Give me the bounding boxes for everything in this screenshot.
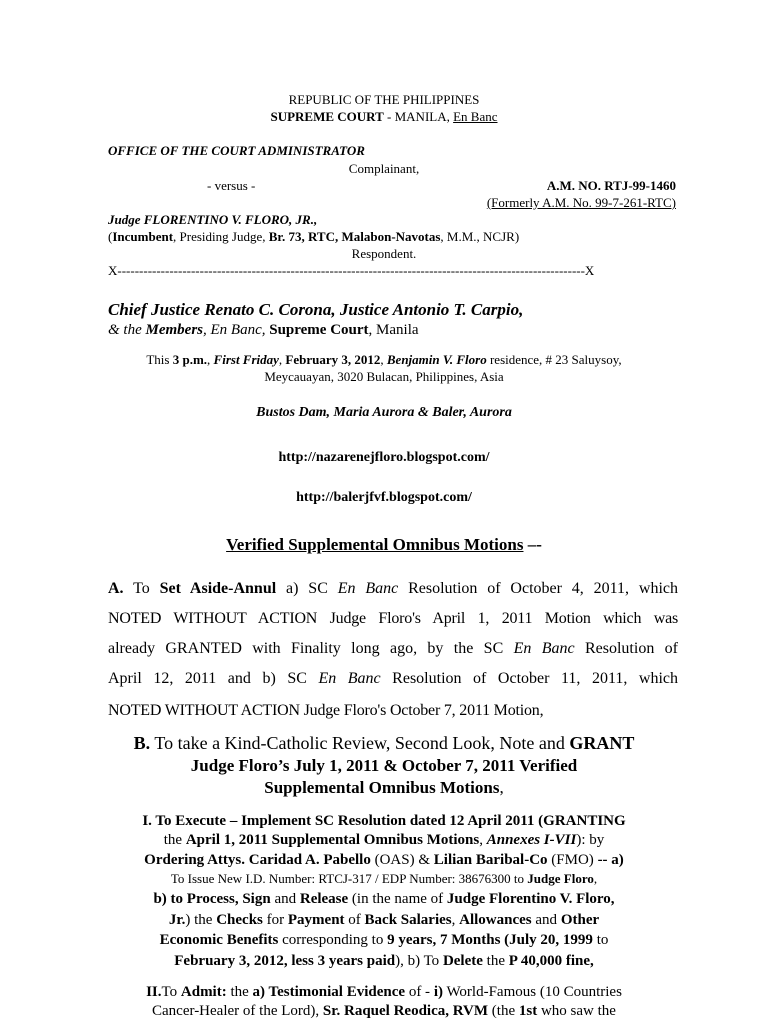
document-title: [0, 535, 768, 555]
dl-date: February 3, 2012: [285, 352, 381, 367]
sa-enbanc-1: En Banc: [337, 580, 399, 597]
si-l6-other: Other: [560, 912, 600, 928]
si-l2-annexes: Annexes I-VII: [486, 832, 577, 848]
si-l4-judge: Judge Floro: [527, 871, 594, 886]
sa-to: To: [123, 580, 160, 597]
dateline-2: Meycauayan, 3020 Bulacan, Philippines, Asia: [264, 369, 504, 384]
section-i-line-5: [0, 891, 768, 908]
section-i-line-8: [0, 953, 768, 970]
case-number: A.M. NO. RTJ-99-1460: [546, 178, 676, 193]
si-l7-corr: corresponding to: [278, 932, 388, 948]
addr-amp: & the: [108, 322, 146, 338]
dl-name: Benjamin V. Floro: [386, 352, 487, 367]
header-court-line: [0, 110, 768, 125]
sb-l1-text: To take a Kind-Catholic Review, Second Look, Note and: [150, 733, 570, 753]
section-i-line-7: [0, 932, 768, 949]
si-l7-years: 9 years, 7 Months (July 20, 1999: [387, 932, 593, 948]
sii-l1-rest: World-Famous (10 Countries: [442, 984, 622, 1000]
sa-sc: a) SC: [276, 580, 338, 597]
dl-c2: ,: [278, 352, 286, 367]
si-l2-the: the: [163, 832, 186, 848]
resp-p2: , Presiding Judge,: [173, 229, 269, 244]
si-l3-ord: Ordering Attys. Caridad A. Pabello: [144, 852, 371, 868]
sb-label: B.: [133, 733, 151, 753]
si-l8-the: the: [482, 953, 509, 969]
sii-l1-of: of -: [405, 984, 434, 1000]
resp-p3: , M.M., NCJR): [440, 229, 520, 244]
si-l2-april: April 1, 2011 Supplemental Omnibus Motions: [185, 832, 480, 848]
respondent-label: Respondent.: [351, 246, 417, 261]
blog-link-2-row: [0, 490, 768, 506]
location-line: Bustos Dam, Maria Aurora & Baler, Aurora: [256, 405, 512, 420]
case-formerly: (Formerly A.M. No. 99-7-261-RTC): [486, 195, 676, 210]
complainant-name: OFFICE OF THE COURT ADMINISTRATOR: [108, 143, 365, 158]
sii-l2-sr: Sr. Raquel Reodica, RVM: [322, 1003, 489, 1019]
respondent-details: [108, 230, 519, 245]
sii-l2-cancer: Cancer-Healer of the Lord),: [152, 1003, 323, 1019]
sb-l3: Supplemental Omnibus Motions: [264, 778, 500, 797]
section-ii-line-1: [0, 984, 768, 1001]
addr-members: Members: [145, 322, 203, 338]
sii-l1-a: a) Testimonial Evidence: [252, 984, 406, 1000]
sii-l1-i: i): [433, 984, 443, 1000]
sii-l1-admit: Admit:: [180, 984, 227, 1000]
addr-manila: , Manila: [368, 322, 419, 338]
section-i-line-3: [0, 852, 768, 869]
si-l6-payment: Payment: [287, 912, 345, 928]
address-line-1: Chief Justice Renato C. Corona, Justice Antonio T. Carpio,: [108, 300, 524, 319]
section-ii-line-2: [0, 1003, 768, 1020]
sa-l3-a: already GRANTED with Finality long ago, by the SC: [108, 640, 514, 657]
header-republic: REPUBLIC OF THE PHILIPPINES: [288, 92, 480, 107]
si-l5-process: Process, Sign: [186, 891, 271, 907]
sa-enbanc-2: En Banc: [513, 640, 575, 657]
title-dash: –-: [523, 535, 542, 554]
section-a-line-1: [108, 580, 678, 598]
si-l4-comma: ,: [593, 871, 598, 886]
sa-l4-a: April 12, 2011 and b) SC: [108, 670, 319, 687]
sii-l2-first: 1st: [518, 1003, 538, 1019]
si-l6-and: and: [531, 912, 561, 928]
sa-enbanc-3: En Banc: [318, 670, 381, 687]
dateline-1: [0, 353, 768, 368]
resp-incumbent: Incumbent: [112, 229, 174, 244]
si-l6-allow: Allowances: [459, 912, 532, 928]
section-i-line-1: I. To Execute – Implement SC Resolution dated 12 April 2011 (GRANTING: [142, 813, 626, 829]
dl-time: 3 p.m.: [172, 352, 208, 367]
header-court-sep: - MANILA,: [383, 109, 454, 124]
si-l4-b: Number: RTCJ-317 / EDP Number: 38676300 to: [265, 871, 528, 886]
respondent-name: Judge FLORENTINO V. FLORO, JR.,: [108, 212, 318, 227]
address-line-2: [108, 322, 419, 339]
si-l6-back: Back Salaries: [364, 912, 452, 928]
section-i-line-6: [0, 912, 768, 929]
sii-l2-the: (the: [488, 1003, 519, 1019]
si-l3-oas: (OAS) &: [370, 852, 434, 868]
si-l6-checks: Checks: [216, 912, 263, 928]
section-a-line-4: [108, 670, 678, 688]
sa-l4-b: Resolution of October 11, 2011, which: [380, 670, 679, 687]
si-l5-release: Release: [299, 891, 349, 907]
sii-l1-ii: II.: [146, 984, 162, 1000]
section-b-line-3: [0, 778, 768, 798]
si-l8-fine: P 40,000 fine,: [508, 953, 594, 969]
si-l6-c: ,: [451, 912, 460, 928]
section-i-line-4: [0, 872, 768, 887]
si-l7-econ: Economic Benefits: [159, 932, 279, 948]
section-i-line-2: [0, 832, 768, 849]
sii-l1-to: To: [161, 984, 181, 1000]
section-a-line-5: NOTED WITHOUT ACTION Judge Floro's October 7, 2011 Motion,: [108, 702, 544, 719]
complainant-label: Complainant,: [348, 161, 420, 176]
dl-rest1: residence, # 23 Saluysoy,: [486, 352, 622, 367]
versus-label: - versus -: [207, 178, 256, 193]
si-l3-a: -- a): [597, 852, 624, 868]
sii-l1-the: the: [226, 984, 253, 1000]
si-l2-by: ): by: [576, 832, 605, 848]
sa-l1-rest: Resolution of October 4, 2011, which: [398, 580, 678, 597]
blog-link-2[interactable]: http://balerjfvf.blogspot.com/: [296, 490, 472, 505]
si-l8-feb: February 3, 2012, less 3 years paid: [174, 953, 396, 969]
sa-l3-b: Resolution of: [574, 640, 678, 657]
si-l6-jr: Jr.: [168, 912, 186, 928]
si-l3-fmo: (FMO): [547, 852, 598, 868]
si-l6-the: ) the: [185, 912, 217, 928]
section-b-line-1: [0, 733, 768, 754]
section-b-line-2: Judge Floro’s July 1, 2011 & October 7, 2011 Verified: [190, 756, 578, 775]
addr-sc: Supreme Court: [269, 322, 369, 338]
si-l5-in: (in the name of: [348, 891, 447, 907]
dl-this: This: [146, 352, 173, 367]
header-court: SUPREME COURT: [270, 109, 384, 124]
dl-c3: ,: [380, 352, 387, 367]
dl-first-friday: First Friday: [213, 352, 279, 367]
si-l5-and: and: [270, 891, 300, 907]
resp-p1: (: [108, 229, 113, 244]
si-l4-a: To Issue New I.D.: [170, 871, 266, 886]
blog-link-1-row: [0, 450, 768, 466]
si-l8-delete: Delete: [442, 953, 483, 969]
dl-c1: ,: [207, 352, 214, 367]
si-l2-comma: ,: [479, 832, 487, 848]
section-a-line-3: [108, 640, 678, 658]
sii-l2-rest: who saw the: [537, 1003, 616, 1019]
si-l3-lilian: Lilian Baribal-Co: [433, 852, 548, 868]
title-main: Verified Supplemental Omnibus Motions: [226, 535, 524, 554]
sa-set-aside: Set Aside-Annul: [159, 580, 277, 597]
si-l8-b: ), b) To: [395, 953, 443, 969]
si-l7-to: to: [592, 932, 609, 948]
si-l6-of: of: [344, 912, 365, 928]
header-en-banc: En Banc: [453, 109, 498, 124]
section-a-line-2: NOTED WITHOUT ACTION Judge Floro's April 1, 2011 Motion which was: [108, 610, 678, 627]
sb-l3-comma: ,: [499, 778, 504, 797]
resp-branch: Br. 73, RTC, Malabon-Navotas: [268, 229, 441, 244]
addr-enbanc: , En Banc,: [203, 322, 270, 338]
sb-grant: GRANT: [569, 733, 635, 753]
si-l5-judge: Judge Florentino V. Floro,: [446, 891, 615, 907]
caption-separator: X------------------------------------------------------------------------------------------------------------X: [108, 264, 595, 278]
si-l5-b: b) to: [153, 891, 187, 907]
si-l6-for: for: [262, 912, 288, 928]
blog-link-1[interactable]: http://nazarenejfloro.blogspot.com/: [278, 450, 490, 465]
sa-a: A.: [108, 580, 124, 597]
